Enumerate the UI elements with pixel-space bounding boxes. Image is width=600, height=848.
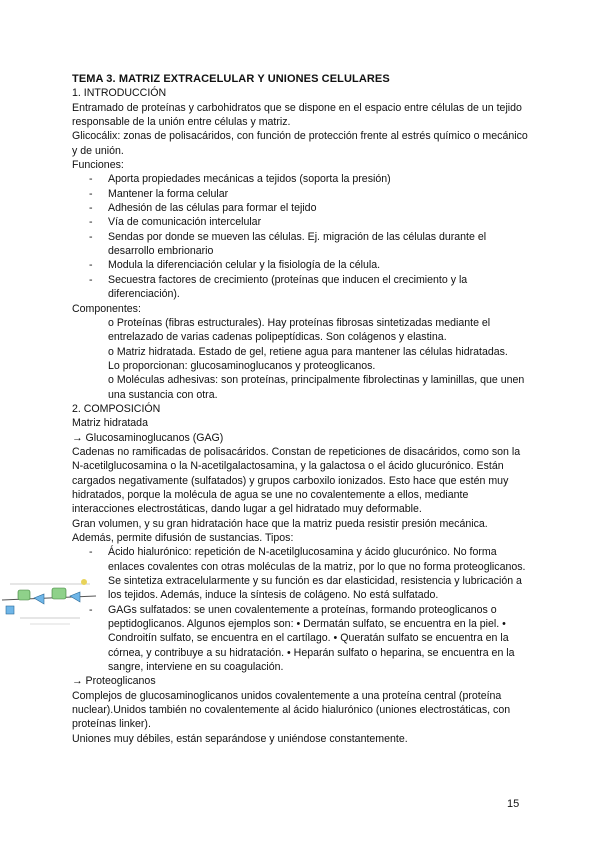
list-item: - Vía de comunicación intercelular <box>72 215 530 229</box>
proteoglicanos-heading: → Proteoglicanos <box>72 675 156 688</box>
gag-paragraph-1: Cadenas no ramificadas de polisacáridos. Constan de repeticiones de disacáridos, como son la N-acetilglucosamina o la N-acetilgalactosamina, y la galactosa o el ácido glucurónico. Están cargados negativamente (sulfatados) y grupos carboxilo ionizados. Esto hace que estén muy hidratados, porque la molécula de agua se une no covalentemente a ellos, mediante interacciones electrostáticas, dando lugar a gel hidratado muy deformable. <box>72 445 521 516</box>
glicocalix-paragraph: Glicocálix: zonas de polisacáridos, con función de protección frente al estrés químico o mecánico y de unión. <box>72 130 528 157</box>
list-item: - Mantener la forma celular <box>72 187 530 201</box>
componentes-list <box>72 316 530 402</box>
gag-heading: → Glucosaminoglucanos (GAG) <box>72 431 224 444</box>
section-2-heading: 2. COMPOSICIÓN <box>72 402 161 415</box>
componentes-label: Componentes: <box>72 302 141 315</box>
list-item: o Proteínas (fibras estructurales). Hay proteínas fibrosas sintetizadas mediante el entrelazado de varias cadenas polipeptídicas. Son colágenos y elastina. <box>108 316 491 344</box>
gag-paragraph-2: Gran volumen, y su gran hidratación hace que la matriz pueda resistir presión mecánica. Además, permite difusión de sustancias. Tipos: <box>72 517 488 544</box>
list-item: - GAGs sulfatados: se unen covalentemente a proteínas, formando proteoglicanos o peptidoglicanos. Algunos ejemplos son: • Dermatán sulfato, se encuentra en la piel. • Condroitín sulfato, se encuentra en el cartílago. • Queratán sulfato se encuentra en la córnea, y contribuye a su hidratación. • Heparán sulfato o heparina, se encuentra en la sangre, interviene en su coagulación. <box>72 603 530 675</box>
proteoglycan-diagram-image <box>0 570 98 630</box>
proteoglicanos-paragraph-1: Complejos de glucosaminoglicanos unidos covalentemente a una proteína central (proteína nuclear).Unidos también no covalentemente al ácido hialurónico (uniones electrostáticas, con proteínas linker). <box>72 689 511 731</box>
intro-paragraph: Entramado de proteínas y carbohidratos que se dispone en el espacio entre células de un tejido responsable de la unión entre células y matriz. <box>72 101 522 129</box>
funciones-label: Funciones: <box>72 159 124 172</box>
document-title: TEMA 3. MATRIZ EXTRACELULAR Y UNIONES CELULARES <box>72 73 390 85</box>
proteoglicanos-paragraph-2: Uniones muy débiles, están separándose y uniéndose constantemente. <box>72 732 408 745</box>
list-item: o Matriz hidratada. Estado de gel, retiene agua para mantener las células hidratadas. <box>108 345 508 358</box>
tipos-list <box>72 545 530 674</box>
list-item: - Ácido hialurónico: repetición de N-acetilglucosamina y ácido glucurónico. No forma enlaces covalentes con otras moléculas de la matriz, por lo que no forma proteoglicanos. Se sintetiza extracelularmente y su función es dar elasticidad, resistencia y lubricación a los tejidos. Además, induce la síntesis de colágeno. No está sulfatado. <box>72 545 530 602</box>
list-item: - Secuestra factores de crecimiento (proteínas que inducen el crecimiento y la diferenciación). <box>72 273 530 302</box>
document-page <box>72 72 530 746</box>
page-number: 15 <box>507 798 520 810</box>
list-item: - Sendas por donde se mueven las células. Ej. migración de las células durante el desarrollo embrionario <box>72 230 530 259</box>
list-item: - Aporta propiedades mecánicas a tejidos (soporta la presión) <box>72 172 530 186</box>
list-item: Lo proporcionan: glucosaminoglucanos y proteoglicanos. <box>108 359 376 372</box>
list-item: o Moléculas adhesivas: son proteínas, principalmente fibrolectinas y laminillas, que unen una sustancia con otra. <box>108 374 525 401</box>
funciones-list <box>72 172 530 301</box>
section-1-heading: 1. INTRODUCCIÓN <box>72 87 167 100</box>
list-item: - Adhesión de las células para formar el tejido <box>72 201 530 215</box>
list-item: - Modula la diferenciación celular y la fisiología de la célula. <box>72 258 530 272</box>
matriz-hidratada-heading: Matriz hidratada <box>72 417 148 430</box>
